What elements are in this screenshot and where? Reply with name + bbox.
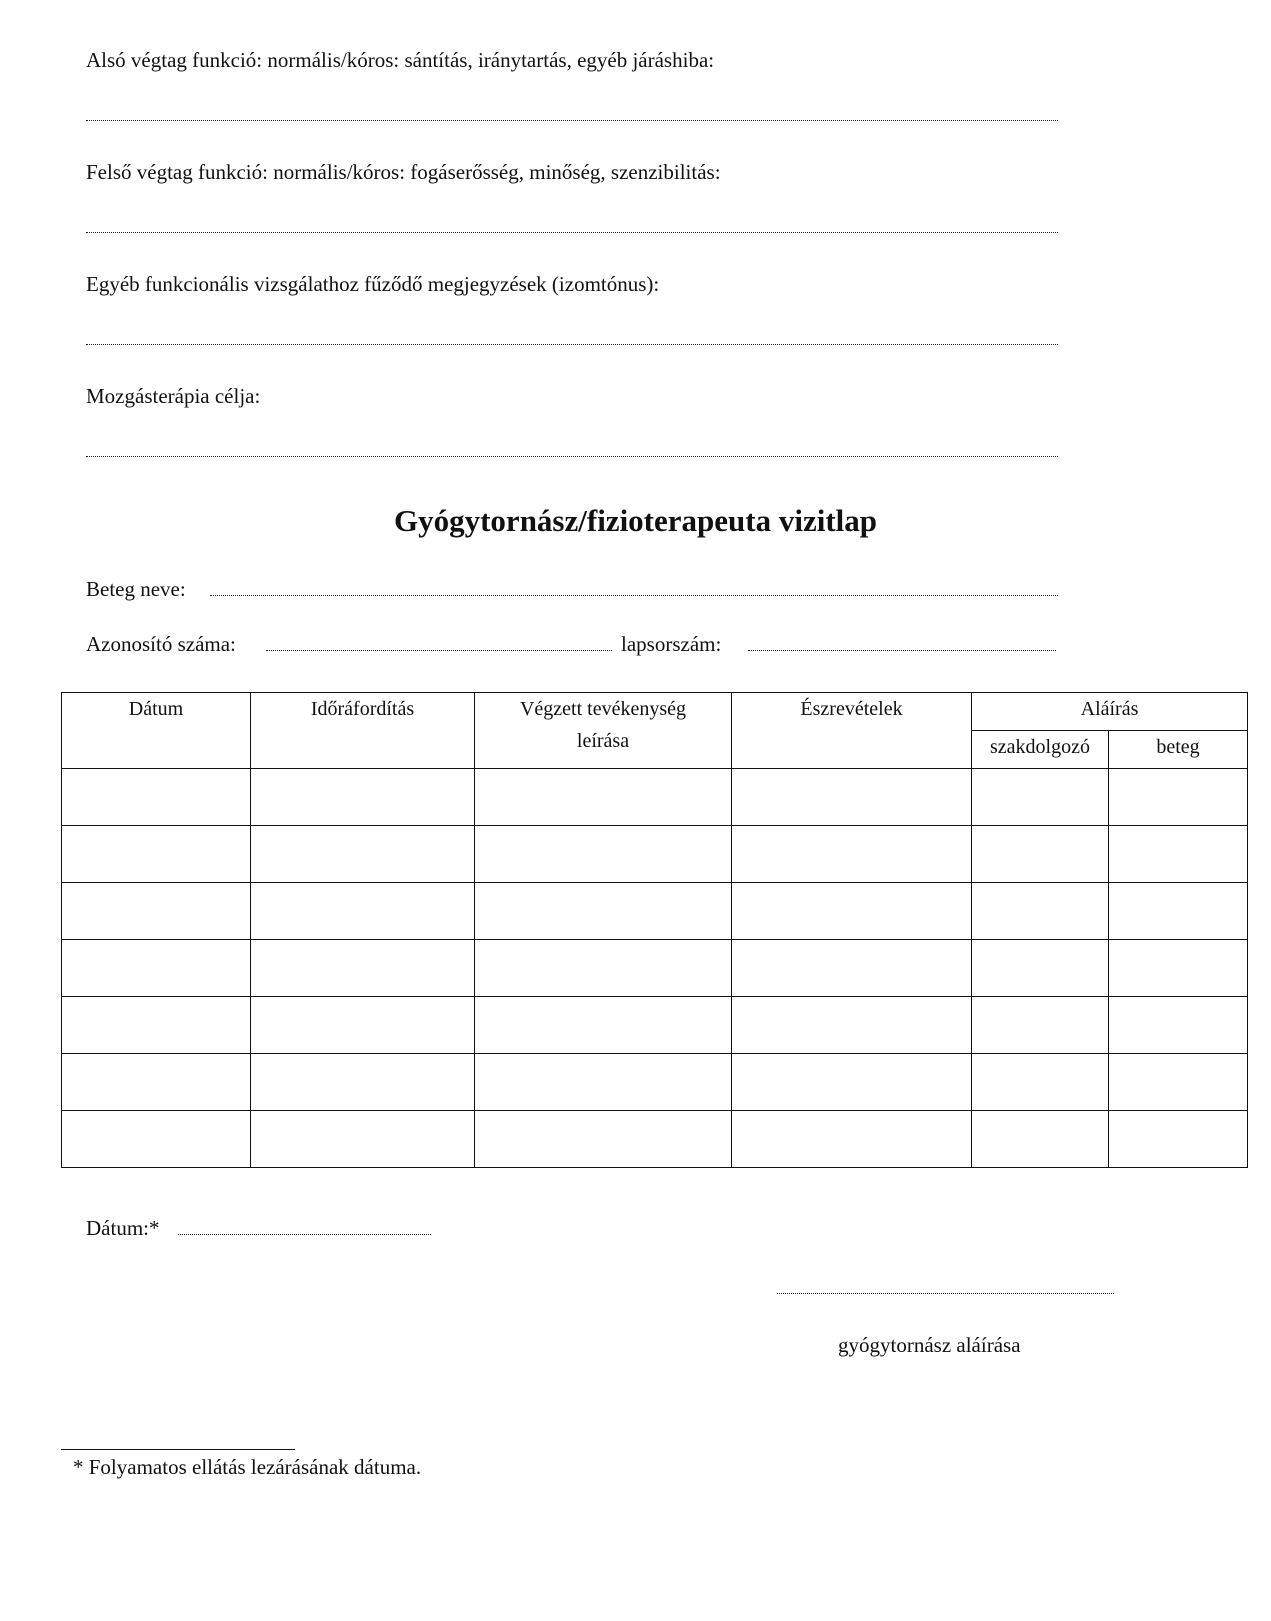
patient-name-label: Beteg neve: (86, 577, 186, 601)
signature-caption: gyógytornász aláírása (838, 1333, 1021, 1357)
table-row (62, 826, 1248, 883)
table-row (62, 940, 1248, 997)
id-number-label: Azonosító száma: (86, 632, 236, 656)
cell-observations[interactable] (732, 1054, 972, 1111)
cell-observations[interactable] (732, 997, 972, 1054)
visit-table (61, 692, 1248, 1168)
cell-signature-patient[interactable] (1109, 940, 1248, 997)
cell-time-spent[interactable] (251, 1054, 475, 1111)
cell-time-spent[interactable] (251, 997, 475, 1054)
cell-date[interactable] (62, 883, 251, 940)
header-signature: Aláírás (972, 693, 1248, 731)
page-title: Gyógytornász/fizioterapeuta vizitlap (394, 503, 877, 538)
upper-limb-function-label: Felső végtag funkció: normális/kóros: fogáserősség, minőség, szenzibilitás: (86, 160, 721, 184)
footnote: * Folyamatos ellátás lezárásának dátuma. (73, 1455, 422, 1479)
therapy-goal-field[interactable] (86, 456, 1058, 457)
cell-time-spent[interactable] (251, 883, 475, 940)
table-row (62, 769, 1248, 826)
header-activity (475, 693, 732, 769)
cell-observations[interactable] (732, 1111, 972, 1168)
therapy-goal-label: Mozgásterápia célja: (86, 384, 261, 408)
cell-time-spent[interactable] (251, 940, 475, 997)
cell-activity[interactable] (475, 826, 732, 883)
cell-activity[interactable] (475, 883, 732, 940)
sheet-number-label: lapsorszám: (621, 632, 722, 656)
lower-limb-function-label: Alsó végtag funkció: normális/kóros: sántítás, iránytartás, egyéb járáshiba: (86, 48, 715, 72)
cell-date[interactable] (62, 1111, 251, 1168)
table-row (62, 997, 1248, 1054)
header-observations: Észrevételek (732, 693, 972, 769)
cell-observations[interactable] (732, 826, 972, 883)
sheet-number-field[interactable] (748, 650, 1056, 651)
id-number-field[interactable] (266, 650, 612, 651)
cell-signature-staff[interactable] (972, 883, 1109, 940)
other-notes-label: Egyéb funkcionális vizsgálathoz fűződő megjegyzések (izomtónus): (86, 272, 660, 296)
patient-name-field[interactable] (210, 595, 1058, 596)
cell-activity[interactable] (475, 769, 732, 826)
closing-date-label: Dátum:* (86, 1216, 160, 1240)
cell-observations[interactable] (732, 769, 972, 826)
table-row (62, 1111, 1248, 1168)
other-notes-field[interactable] (86, 344, 1058, 345)
cell-date[interactable] (62, 997, 251, 1054)
cell-signature-patient[interactable] (1109, 1111, 1248, 1168)
cell-signature-patient[interactable] (1109, 769, 1248, 826)
table-row (62, 883, 1248, 940)
closing-date-field[interactable] (178, 1234, 431, 1235)
cell-signature-staff[interactable] (972, 769, 1109, 826)
table-row (62, 1054, 1248, 1111)
cell-date[interactable] (62, 769, 251, 826)
cell-date[interactable] (62, 940, 251, 997)
cell-signature-patient[interactable] (1109, 997, 1248, 1054)
header-activity-line2: leírása (576, 730, 630, 752)
lower-limb-function-field[interactable] (86, 120, 1058, 121)
cell-signature-staff[interactable] (972, 997, 1109, 1054)
cell-time-spent[interactable] (251, 769, 475, 826)
header-time-spent: Időráfordítás (251, 693, 475, 769)
header-date: Dátum (62, 693, 251, 769)
cell-activity[interactable] (475, 997, 732, 1054)
signature-line[interactable] (777, 1293, 1114, 1294)
cell-signature-patient[interactable] (1109, 883, 1248, 940)
cell-time-spent[interactable] (251, 1111, 475, 1168)
cell-activity[interactable] (475, 1054, 732, 1111)
cell-signature-staff[interactable] (972, 1111, 1109, 1168)
header-signature-staff: szakdolgozó (972, 731, 1109, 769)
cell-activity[interactable] (475, 940, 732, 997)
header-signature-patient: beteg (1109, 731, 1248, 769)
cell-observations[interactable] (732, 940, 972, 997)
cell-activity[interactable] (475, 1111, 732, 1168)
cell-signature-staff[interactable] (972, 826, 1109, 883)
footnote-divider (61, 1449, 295, 1450)
cell-signature-patient[interactable] (1109, 1054, 1248, 1111)
cell-date[interactable] (62, 826, 251, 883)
cell-signature-patient[interactable] (1109, 826, 1248, 883)
cell-signature-staff[interactable] (972, 1054, 1109, 1111)
cell-date[interactable] (62, 1054, 251, 1111)
cell-observations[interactable] (732, 883, 972, 940)
cell-signature-staff[interactable] (972, 940, 1109, 997)
upper-limb-function-field[interactable] (86, 232, 1058, 233)
header-activity-line1: Végzett tevékenység (519, 698, 687, 720)
cell-time-spent[interactable] (251, 826, 475, 883)
